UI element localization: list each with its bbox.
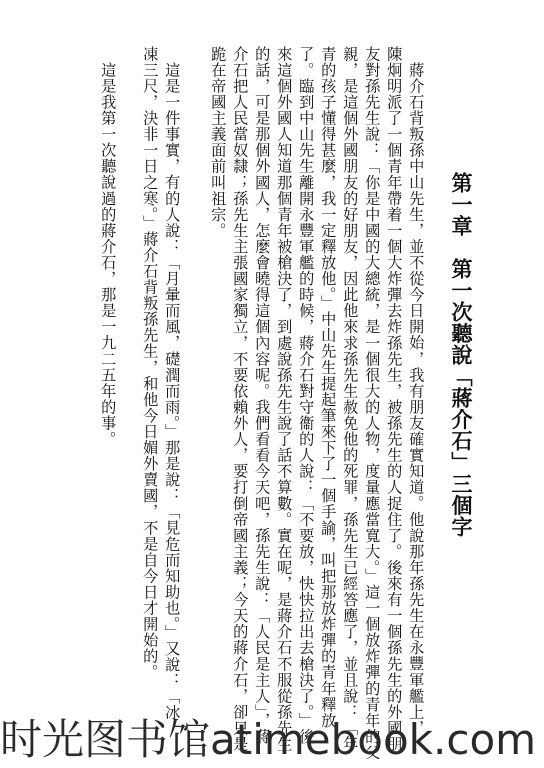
paragraph-line: 凍三尺，決非一日之寒。」蔣介石背叛孫先生，和他今日媚外賣國，不是自今日才開始的。 — [141, 46, 160, 681]
paragraph-line: 陳炯明派了一個青年帶着一個大炸彈去炸孫先生，被孫先生的人捉住了。後來有一個孫先生的外國朋 — [385, 46, 404, 753]
closing-line: 這是我第一次聽說過的蔣介石，那是一九二五年的事。 — [99, 62, 118, 448]
paragraph-line: 了。臨到中山先生離開永豐軍艦的時候，蔣介石對守衞的人說：「不要放，快快拉出去槍決了。」後 — [297, 46, 316, 745]
paragraph-line: 親，是這個外國朋友的好朋友，因此他來求孫先生赦免他的死罪，孫先生已經答應了，並且說：「年 — [341, 46, 360, 753]
paragraph-line: 青的孩子懂得甚麼，我一定釋放他。」中山先生提起筆來下了一個手諭，叫把那放炸彈的青年釋放 — [319, 46, 338, 729]
paragraph-line: 這是一件事實，有的人說：「月暈而風，礎潤而雨。」那是說：「見危而知助也。」又說：「冰 — [163, 62, 182, 721]
paragraph-line: 友對孫先生說：「你是中國的大總統，是一個很大的人物，度量應當寬大。」這一個放炸彈的青年的父 — [363, 46, 382, 761]
paragraph-line: 來這個外國人知道那個青年被槍決了，到處說孫先生說了話不算數。實在呢，是蔣介石不服從孫先生 — [275, 46, 294, 753]
paragraph-line: 跪在帝國主義面前叫祖宗。 — [209, 46, 228, 239]
chapter-title: 第一章 第一次聽說「蔣介石」三個字 — [449, 172, 474, 538]
paragraph-line: 介石把人民當奴隸；孫先生主張國家獨立，不要依賴外人，要打倒帝國主義；今天的蔣介石，卻只是 — [231, 46, 250, 753]
watermark-text: 时光图书馆atimebook.com — [0, 715, 537, 764]
paragraph-line: 的話，可是那個外國人，怎麼會曉得這個內容呢。我們看看今天吧，孫先生說：「人民是主人」，蔣 — [253, 46, 272, 745]
paragraph-line: 蔣介石背叛孫中山先生，並不從今日開始，我有朋友確實知道。他說那年孫先生在永豐軍艦上， — [407, 62, 426, 737]
